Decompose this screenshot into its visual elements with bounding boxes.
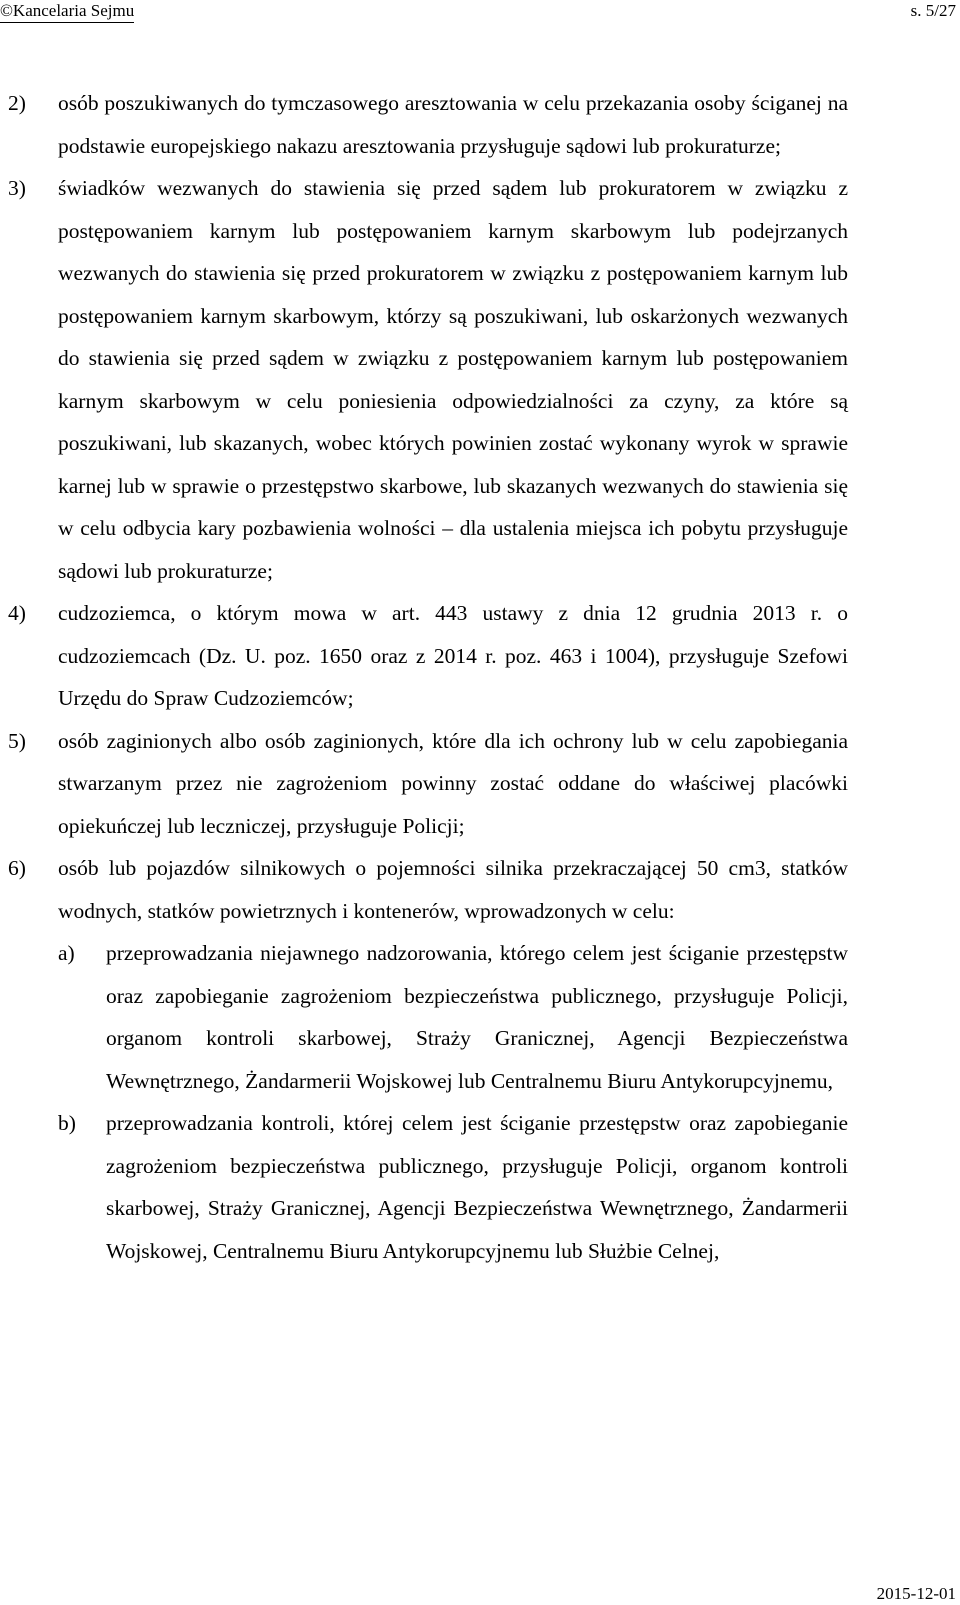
item-text: świadków wezwanych do stawienia się przed sądem lub prokuratorem w związku z postępowaniem karnym lub postępowaniem karnym skarbowym lub podejrzanych wezwanych do stawienia się przed prokuratorem w związku z postępowaniem karnym lub postępowaniem karnym skarbowym, którzy są poszukiwani, lub oskarżonych wezwanych do stawienia się przed sądem w związku z postępowaniem karnym lub postępowaniem karnym skarbowym w celu poniesienia odpowiedzialności za czyny, za które są poszukiwani, lub skazanych, wobec których powinien zostać wykonany wyrok w sprawie karnej lub w sprawie o przestępstwo skarbowe, lub skazanych wezwanych do stawienia się w celu odbycia kary pozbawienia wolności – dla ustalenia miejsca ich pobytu przysługuje sądowi lub prokuraturze; — [58, 176, 848, 583]
footer-date: 2015-12-01 — [876, 1584, 956, 1603]
sub-item-letter: a) — [58, 941, 75, 965]
item-text: osób lub pojazdów silnikowych o pojemności silnika przekraczającej 50 cm3, statków wodnych, statków powietrznych i kontenerów, wprowadzonych w celu: — [58, 856, 848, 923]
sub-item-letter: b) — [58, 1111, 76, 1135]
item-number: 4) — [8, 601, 26, 625]
sub-item-text: przeprowadzania kontroli, której celem jest ściganie przestępstw oraz zapobieganie zagrożeniom bezpieczeństwa publicznego, przysługuje Policji, organom kontroli skarbowej, Straży Granicznej, Agencji Bezpieczeństwa Wewnętrznego, Żandarmerii Wojskowej, Centralnemu Biuru Antykorupcyjnemu lub Służbie Celnej, — [106, 1111, 848, 1263]
list-item — [8, 592, 848, 720]
item-text: osób zaginionych albo osób zaginionych, które dla ich ochrony lub w celu zapobiegania stwarzanym przez nie zagrożeniom powinny zostać oddane do właściwej placówki opiekuńczej lub leczniczej, przysługuje Policji; — [58, 728, 848, 838]
item-number: 6) — [8, 856, 26, 880]
item-number: 2) — [8, 91, 26, 115]
list-item — [8, 720, 848, 848]
item-text: osób poszukiwanych do tymczasowego aresztowania w celu przekazania osoby ściganej na podstawie europejskiego nakazu aresztowania przysługuje sądowi lub prokuraturze; — [58, 91, 848, 158]
sub-list-item — [58, 1102, 848, 1272]
header-publisher: ©Kancelaria Sejmu — [0, 0, 134, 23]
list-item — [8, 167, 848, 592]
page-number: s. 5/27 — [910, 1, 956, 20]
sub-list-item — [58, 932, 848, 1102]
item-number: 5) — [8, 728, 26, 753]
list-item — [8, 82, 848, 167]
document-body — [8, 82, 848, 1272]
item-text: cudzoziemca, o którym mowa w art. 443 ustawy z dnia 12 grudnia 2013 r. o cudzoziemcach (Dz. U. poz. 1650 oraz z 2014 r. poz. 463 i 1004), przysługuje Szefowi Urzędu do Spraw Cudzoziemców; — [58, 601, 848, 710]
item-number: 3) — [8, 176, 26, 200]
list-item — [8, 847, 848, 1272]
sub-item-text: przeprowadzania niejawnego nadzorowania, którego celem jest ściganie przestępstw oraz zapobieganie zagrożeniom bezpieczeństwa publicznego, przysługuje Policji, organom kontroli skarbowej, Straży Granicznej, Agencji Bezpieczeństwa Wewnętrznego, Żandarmerii Wojskowej lub Centralnemu Biuru Antykorupcyjnemu, — [106, 941, 848, 1093]
